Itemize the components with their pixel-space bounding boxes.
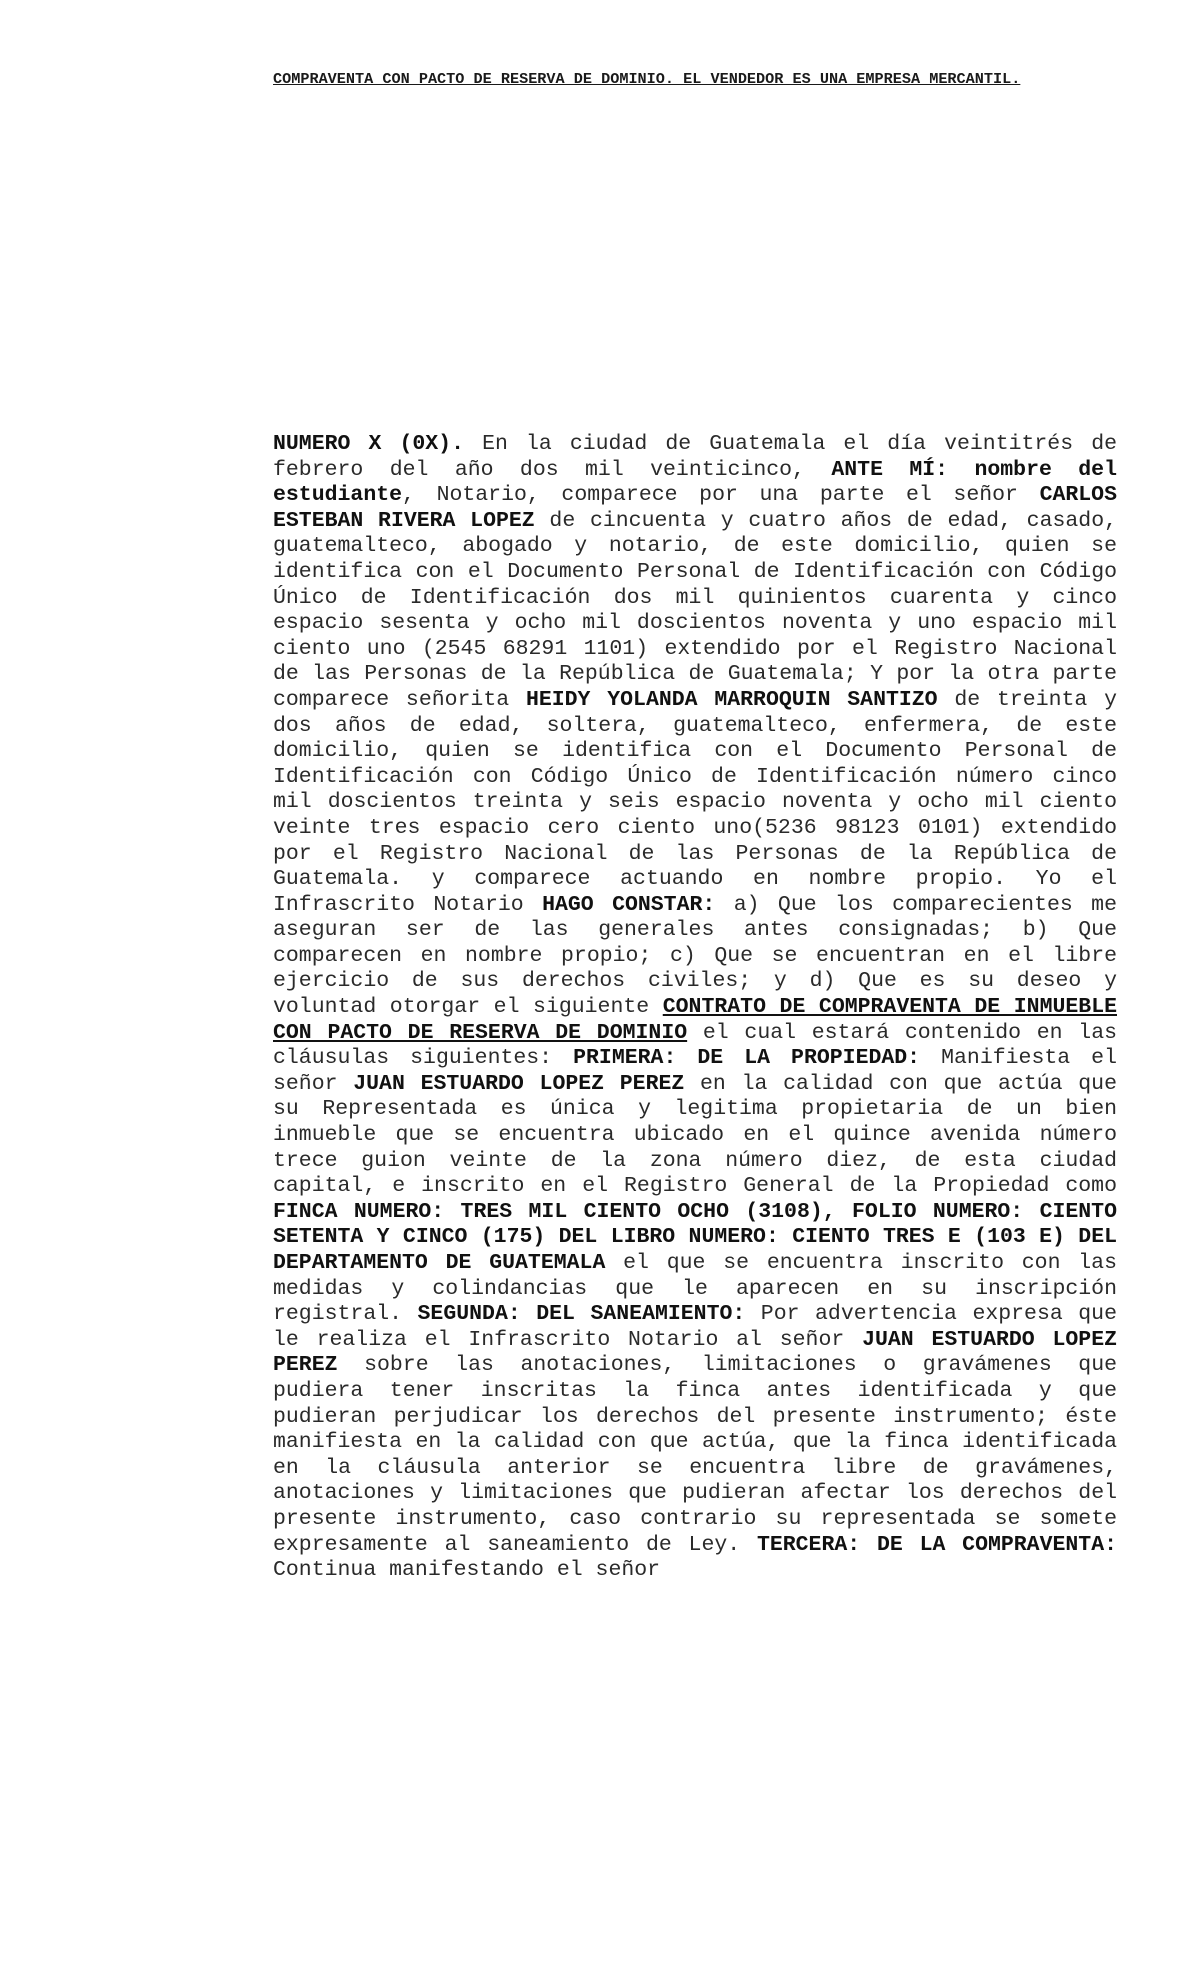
text-run: En la ciudad de Guatemala el día veintitrés de febrero del año dos mil veinticinco,: [273, 432, 1117, 482]
bold-run: ANTE MÍ: nombre del estudiante: [273, 457, 1117, 508]
bold-run: CARLOS ESTEBAN RIVERA LOPEZ: [273, 483, 1117, 533]
text-run: el cual estará contenido en las cláusulas siguientes:: [273, 1020, 1118, 1071]
bold-run: FINCA NUMERO: TRES MIL CIENTO OCHO (3108), FOLIO NUMERO: CIENTO SETENTA Y CINCO (175) DEL LIBRO NUMERO: CIENTO TRES E (103 E) DEL DEPARTAMENTO DE GUATEMALA: [273, 1199, 1117, 1275]
bold-run: HEIDY YOLANDA MARROQUIN SANTIZO: [525, 687, 938, 712]
text-run: en la calidad con que actúa que su Representada es única y legitima propietaria de un bien inmueble que se encuentra ubicado en el quince avenida número trece guion veinte de la zona número diez, de esta ciudad capital, e inscrito en el Registro General de la Propiedad como: [273, 1071, 1117, 1199]
text-run: Manifiesta el señor: [273, 1046, 1117, 1096]
bold-run: CONTRATO DE COMPRAVENTA DE INMUEBLE CON PACTO DE RESERVA DE DOMINIO: [273, 995, 1117, 1045]
bold-run: JUAN ESTUARDO LOPEZ PEREZ: [353, 1071, 685, 1096]
text-run: , Notario, comparece por una parte el señor: [402, 483, 1040, 508]
text-run: de treinta y dos años de edad, soltera, guatemalteco, enfermera, de este domicilio, quien se identifica con el Documento Personal de Identificación con Código Único de Identificación número cinco mil doscientos treinta y seis espacio noventa y ocho mil ciento veinte tres espacio cero ciento uno(5236 98123 0101) extendido por el Registro Nacional de las Personas de la República de Guatemala. y comparece actuando en nombre propio. Yo el Infrascrito Notario: [273, 687, 1118, 917]
text-run: Por advertencia expresa que le realiza el Infrascrito Notario al señor: [273, 1302, 1117, 1352]
document-body: [273, 432, 1117, 1584]
text-run: a) Que los comparecientes me aseguran ser de las generales antes consignadas; b) Que comparecen en nombre propio; c) Que se encuentran en el libre ejercicio de sus derechos civiles; y d) Que es su deseo y voluntad otorgar el siguiente: [273, 892, 1117, 1020]
bold-run: SEGUNDA: DEL SANEAMIENTO:: [417, 1302, 746, 1327]
bold-run: TERCERA: DE LA COMPRAVENTA:: [756, 1532, 1117, 1557]
bold-run: JUAN ESTUARDO LOPEZ PEREZ: [273, 1327, 1117, 1378]
text-run: Continua manifestando el señor: [273, 1558, 661, 1583]
text-run: de cincuenta y cuatro años de edad, casado, guatemalteco, abogado y notario, de este domicilio, quien se identifica con el Documento Personal de Identificación con Código Único de Identificación dos mil quinientos cuarenta y cinco espacio sesenta y ocho mil doscientos noventa y uno espacio mil ciento uno (2545 68291 1101) extendido por el Registro Nacional de las Personas de la República de Guatemala; Y por la otra parte comparece señorita: [273, 508, 1117, 712]
text-run: el que se encuentra inscrito con las medidas y colindancias que le aparecen en su inscripción registral.: [273, 1251, 1117, 1327]
text-run: sobre las anotaciones, limitaciones o gravámenes que pudiera tener inscritas la finca antes identificada y que pudieran perjudicar los derechos del presente instrumento; éste manifiesta en la calidad con que actúa, que la finca identificada en la cláusula anterior se encuentra libre de gravámenes, anotaciones y limitaciones que pudieran afectar los derechos del presente instrumento, caso contrario su representada se somete expresamente al saneamiento de Ley.: [273, 1353, 1117, 1557]
bold-run: HAGO CONSTAR:: [542, 892, 716, 917]
document-heading: COMPRAVENTA CON PACTO DE RESERVA DE DOMINIO. EL VENDEDOR ES UNA EMPRESA MERCANTIL.: [273, 70, 1021, 88]
bold-run: NUMERO X (0X).: [273, 432, 464, 456]
bold-run: PRIMERA: DE LA PROPIEDAD:: [573, 1046, 921, 1071]
